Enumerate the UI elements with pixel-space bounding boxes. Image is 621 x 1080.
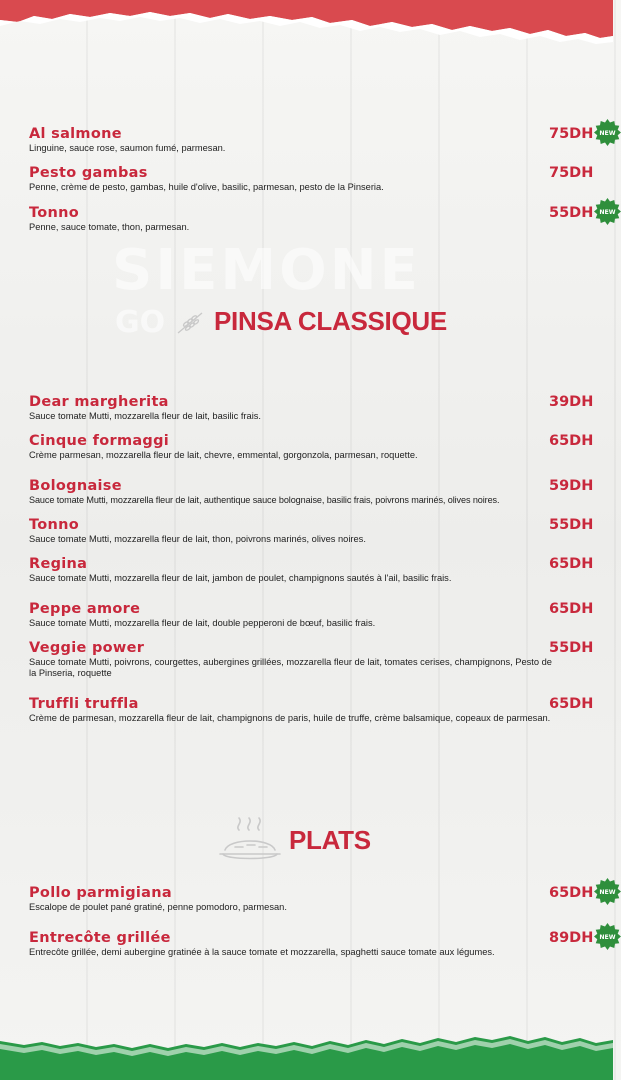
menu-item [29, 205, 616, 233]
item-description: Linguine, sauce rose, saumon fumé, parmesan. [29, 143, 226, 153]
item-price: 75DH [549, 126, 594, 142]
torn-paper-bottom-edge [0, 1034, 613, 1080]
section-title: PINSA CLASSIQUE [214, 306, 447, 336]
item-name: Pollo parmigiana [29, 885, 172, 901]
item-price: 55DH [549, 640, 594, 656]
item-description: Crème parmesan, mozzarella fleur de lait, chevre, emmental, gorgonzola, parmesan, roquette. [29, 450, 418, 460]
item-name: Veggie power [29, 640, 145, 656]
item-price: 59DH [549, 478, 594, 494]
item-price: 65DH [549, 556, 594, 572]
menu-item [29, 478, 599, 506]
section-heading-pinsa [172, 306, 447, 337]
wheat-icon [172, 307, 210, 337]
item-description: Sauce tomate Mutti, mozzarella fleur de lait, authentique sauce bolognaise, basilic frais, poivrons marinés, olives noires. [29, 495, 500, 505]
menu-item [29, 517, 599, 545]
menu-item [29, 126, 616, 154]
item-price: 65DH [549, 885, 594, 901]
new-badge-label: NEW [599, 889, 616, 896]
item-name: Tonno [29, 517, 80, 533]
new-badge [594, 119, 621, 146]
menu-item [29, 556, 599, 584]
item-description: Sauce tomate Mutti, mozzarella fleur de lait, thon, poivrons marinés, olives noires. [29, 534, 366, 544]
item-name: Al salmone [29, 126, 122, 142]
new-badge-label: NEW [599, 209, 616, 216]
watermark-text: SIEMONE [112, 238, 421, 303]
section-title: PLATS [289, 824, 371, 855]
hot-dish-icon [217, 816, 283, 864]
new-badge-label: NEW [599, 934, 616, 941]
new-badge [594, 198, 621, 225]
section-heading-plats [217, 816, 371, 864]
item-name: Truffli truffla [29, 696, 139, 712]
item-name: Cinque formaggi [29, 433, 170, 449]
item-price: 55DH [549, 517, 594, 533]
item-name: Tonno [29, 205, 80, 221]
item-description: Escalope de poulet pané gratiné, penne pomodoro, parmesan. [29, 902, 287, 912]
item-description: Penne, crème de pesto, gambas, huile d'olive, basilic, parmesan, pesto de la Pinseria. [29, 182, 384, 192]
new-badge [594, 878, 621, 905]
item-name: Entrecôte grillée [29, 930, 171, 946]
torn-paper-top-edge [0, 0, 613, 48]
item-description: Sauce tomate Mutti, poivrons, courgettes, aubergines grillées, mozzarella fleur de lait, tomates cerises, champignons, Pesto de la Pinseria, roquette [29, 657, 552, 678]
menu-item [29, 885, 616, 913]
item-name: Dear margherita [29, 394, 169, 410]
item-price: 65DH [549, 601, 594, 617]
item-name: Peppe amore [29, 601, 141, 617]
item-name: Regina [29, 556, 88, 572]
item-name: Bolognaise [29, 478, 122, 494]
menu-item [29, 930, 616, 958]
menu-item [29, 696, 599, 724]
item-price: 65DH [549, 433, 594, 449]
item-description: Sauce tomate Mutti, mozzarella fleur de lait, basilic frais. [29, 411, 262, 421]
menu-item [29, 433, 599, 461]
item-price: 89DH [549, 930, 594, 946]
item-description: Sauce tomate Mutti, mozzarella fleur de lait, double pepperoni de bœuf, basilic frais. [29, 618, 376, 628]
menu-item [29, 601, 599, 629]
menu-item [29, 394, 599, 422]
new-badge-label: NEW [599, 130, 616, 137]
watermark-sub-text: GO [115, 305, 166, 340]
item-name: Pesto gambas [29, 165, 148, 181]
item-description: Crème de parmesan, mozzarella fleur de lait, champignons de paris, huile de truffe, crème balsamique, copeaux de parmesan. [29, 713, 551, 723]
new-badge [594, 923, 621, 950]
item-description: Entrecôte grillée, demi aubergine gratinée à la sauce tomate et mozzarella, spaghetti sauce tomate aux légumes. [29, 947, 495, 957]
item-description: Sauce tomate Mutti, mozzarella fleur de lait, jambon de poulet, champignons sautés à l'ail, basilic frais. [29, 573, 452, 583]
item-price: 65DH [549, 696, 594, 712]
menu-item [29, 165, 599, 193]
item-price: 75DH [549, 165, 594, 181]
item-description: Penne, sauce tomate, thon, parmesan. [29, 222, 190, 232]
item-price: 55DH [549, 205, 594, 221]
menu-item [29, 640, 599, 679]
item-price: 39DH [549, 394, 594, 410]
